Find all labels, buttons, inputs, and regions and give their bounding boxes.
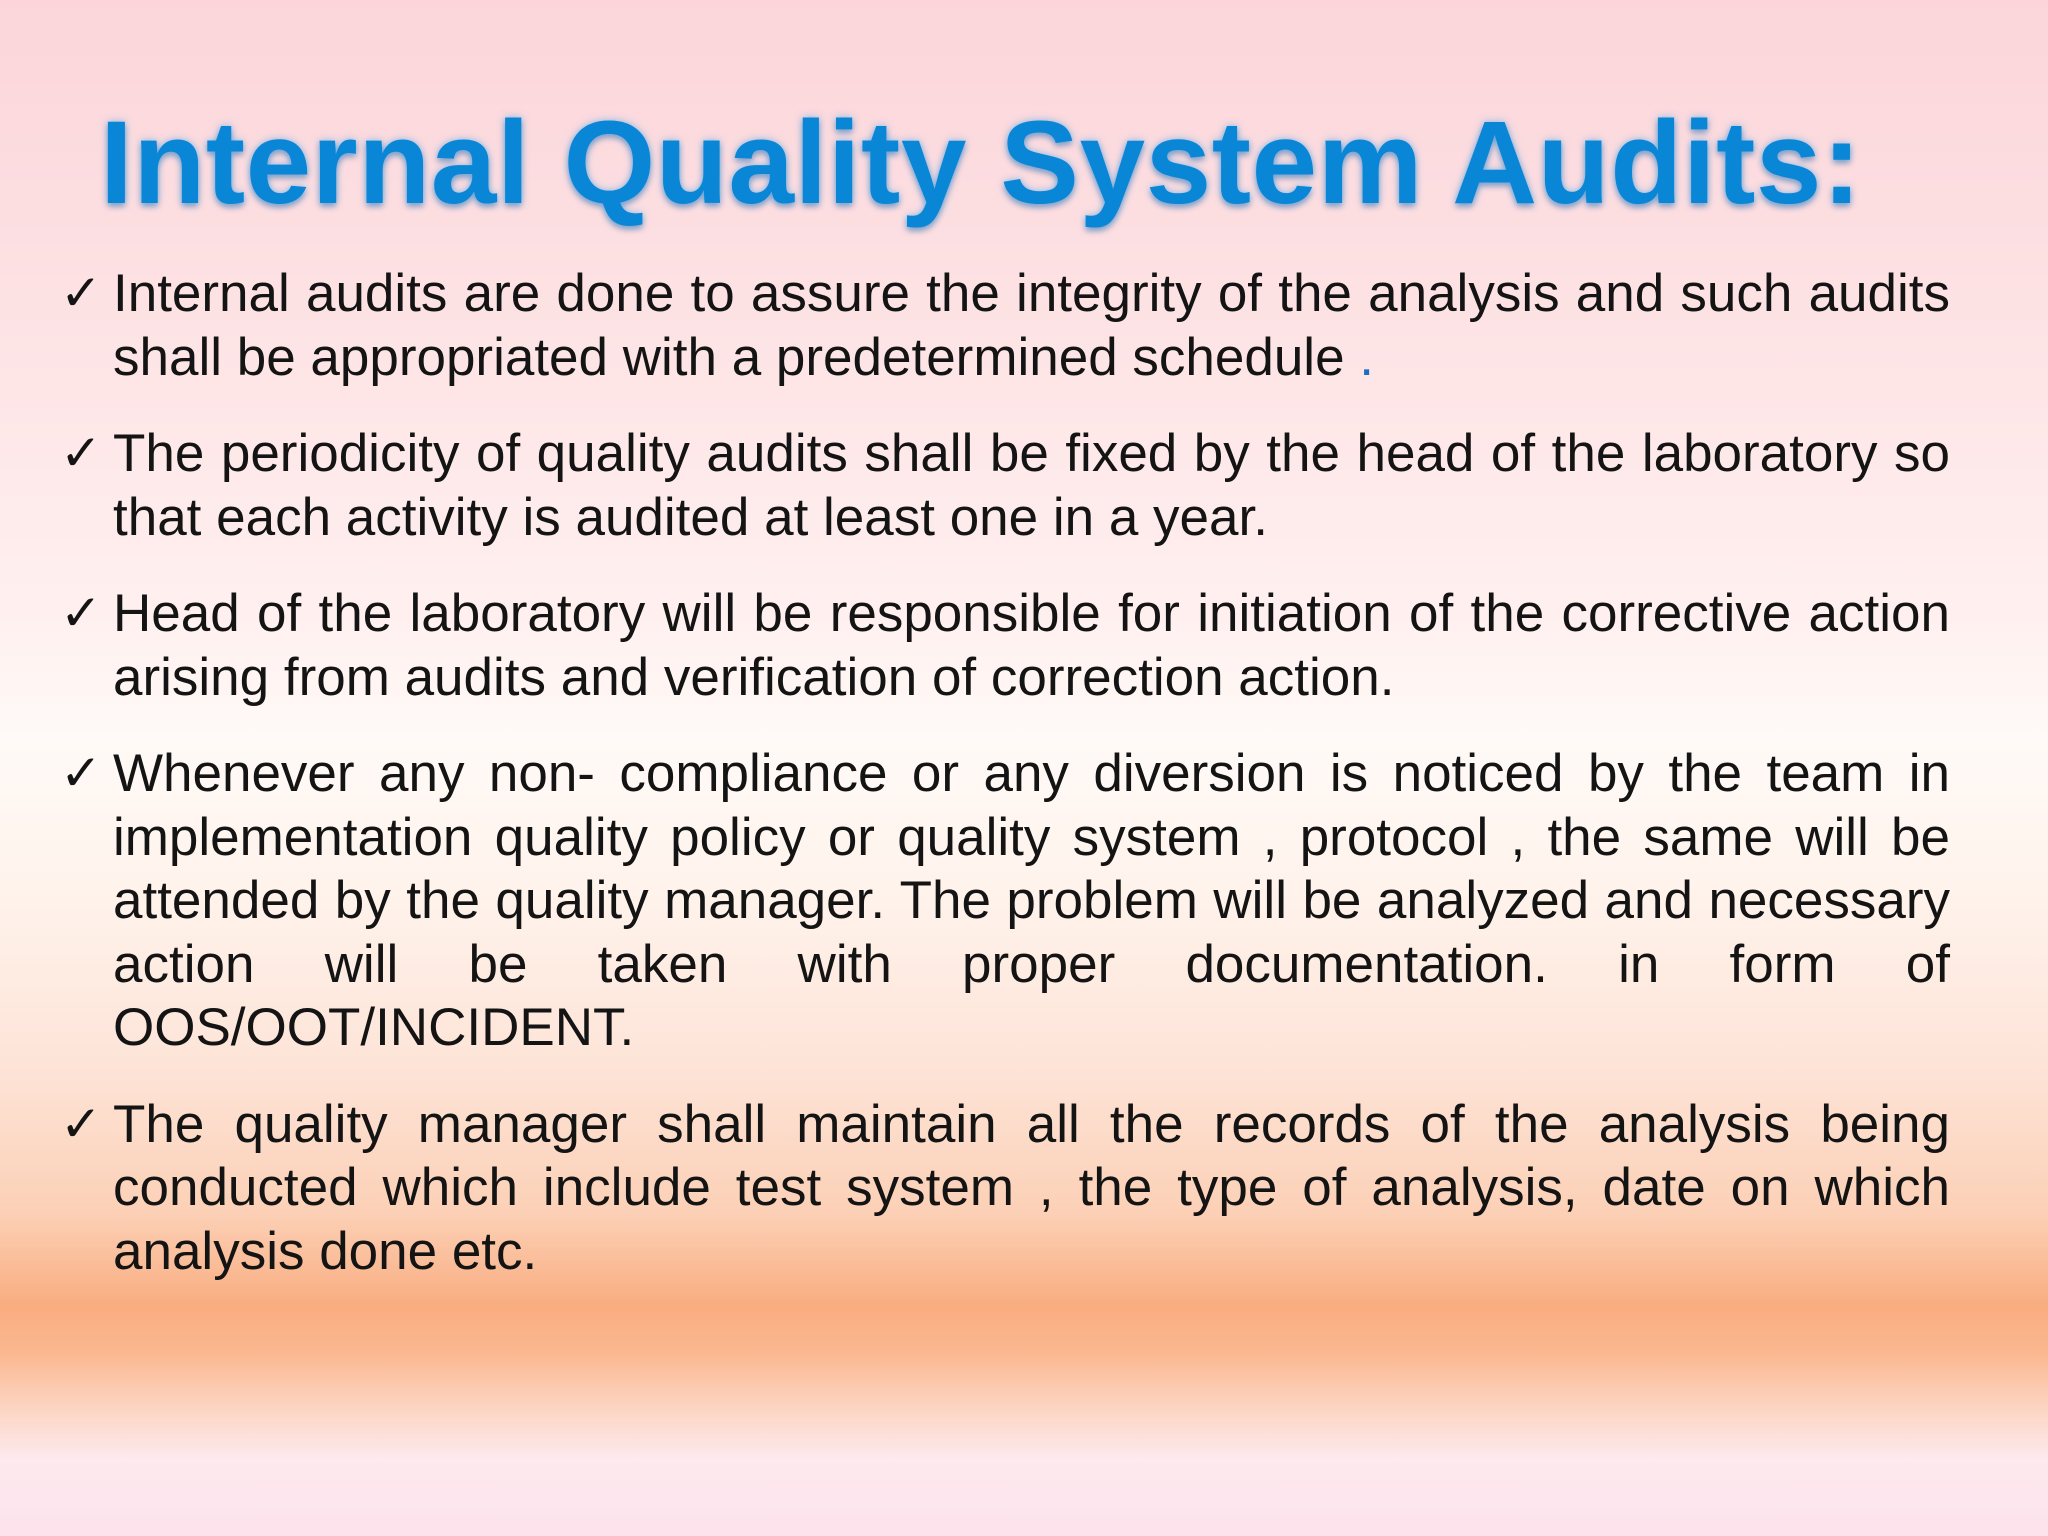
bullet-item	[60, 582, 1950, 709]
checkmark-icon: ✓	[60, 744, 102, 802]
bullet-item	[60, 262, 1950, 389]
bullet-list	[60, 262, 1950, 1283]
bullet-item	[60, 742, 1950, 1060]
checkmark-icon: ✓	[60, 1094, 102, 1153]
checkmark-icon: ✓	[60, 264, 102, 322]
slide-title: Internal Quality System Audits:	[100, 97, 1862, 229]
bullet-text: Internal audits are done to assure the integrity of the analysis and such audits shall be appropriated with a predetermined schedule	[113, 264, 1950, 387]
checkmark-icon: ✓	[60, 424, 102, 482]
bullet-item	[60, 1093, 1950, 1284]
bullet-text: Whenever any non- compliance or any diversion is noticed by the team in implementation quality policy or quality system , protocol , the same will be attended by the quality manager. The problem will be analyzed and necessary action will be taken with proper documentation. in form of OOS/OOT/INCIDENT.	[113, 744, 1950, 1057]
bullet-text: Head of the laboratory will be responsible for initiation of the corrective action arising from audits and verification of correction action.	[113, 584, 1950, 707]
bullet-trailing-period: .	[1359, 327, 1375, 387]
bullet-item	[60, 422, 1950, 549]
checkmark-icon: ✓	[60, 584, 102, 642]
bullet-text: The periodicity of quality audits shall be fixed by the head of the laboratory so that each activity is audited at least one in a year.	[113, 424, 1950, 547]
bullet-text: The quality manager shall maintain all the records of the analysis being conducted which include test system , the type of analysis, date on which analysis done etc.	[113, 1094, 1950, 1281]
